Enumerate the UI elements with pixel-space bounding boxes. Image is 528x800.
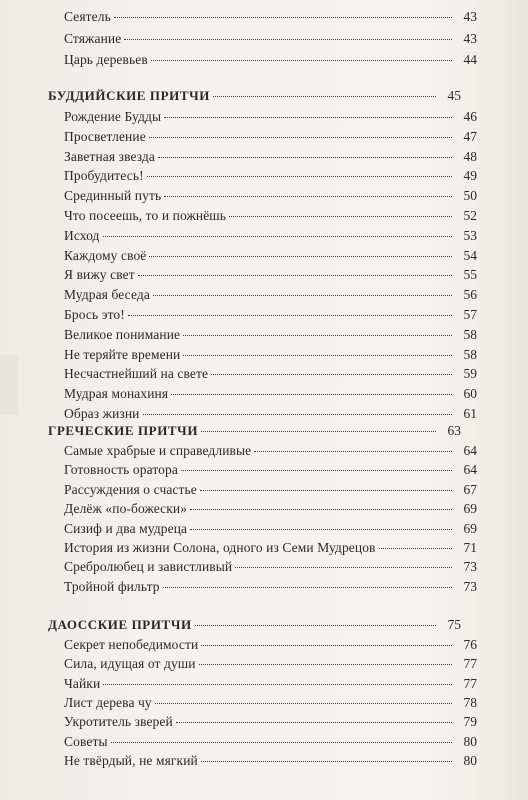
dot-leader [163,587,452,588]
page-number: 56 [463,287,477,302]
toc-entry [0,501,528,521]
entry-title: Не теряйте времени [64,347,181,362]
page-number: 80 [463,734,477,749]
page-number: 73 [463,579,477,594]
page-number: 67 [463,482,477,497]
entry-title: Рождение Будды [64,109,162,124]
toc-entry [0,540,528,560]
toc-section [0,617,528,637]
entry-title: Просветление [64,129,146,144]
page-number: 80 [463,753,477,768]
entry-title: Несчастнейший на свете [64,366,209,381]
toc-entry [0,462,528,482]
page-number: 73 [463,559,477,574]
dot-leader [190,529,452,530]
dot-leader [379,548,452,549]
entry-title: Сизиф и два мудреца [64,521,188,536]
toc-entry [0,579,528,599]
toc-entry [0,753,528,773]
page-number: 58 [463,347,477,362]
page-number: 55 [463,267,477,282]
section-heading: БУДДИЙСКИЕ ПРИТЧИ [48,88,211,103]
toc-entry [0,366,528,386]
toc-section [0,423,528,443]
toc-entry [0,188,528,208]
page-number: 50 [463,188,477,203]
entry-title: Что посеешь, то и пожнёшь [64,208,227,223]
dot-leader [200,490,452,491]
entry-title: Готовность оратора [64,462,178,477]
page-number: 76 [463,637,477,652]
dot-leader [111,742,452,743]
toc-entry [0,267,528,287]
dot-leader [147,176,452,177]
page-number: 43 [463,9,477,24]
toc-entry [0,168,528,188]
toc-entry [0,208,528,228]
toc-entry [0,347,528,367]
entry-title: Чайки [64,676,101,691]
dot-leader [229,216,452,217]
entry-title: Укротитель зверей [64,714,173,729]
page-number: 63 [447,423,461,438]
dot-leader [190,509,452,510]
page-number: 46 [463,109,477,124]
entry-title: Сеятель [64,9,111,24]
dot-leader [128,315,452,316]
toc-entry [0,228,528,248]
dot-leader [183,335,452,336]
toc-entry [0,287,528,307]
page-number: 45 [447,88,461,103]
dot-leader [254,451,452,452]
dot-leader [151,60,452,61]
page-number: 77 [463,656,477,671]
toc-entry [0,656,528,676]
entry-title: Не твёрдый, не мягкий [64,753,198,768]
dot-leader [235,567,452,568]
page-number: 48 [463,149,477,164]
page-number: 54 [463,248,477,263]
page-number: 69 [463,501,477,516]
entry-title: Делёж «по-божески» [64,501,188,516]
toc-entry [0,129,528,149]
entry-title: Самые храбрые и справедливые [64,443,252,458]
dot-leader [176,722,452,723]
toc-entry [0,443,528,463]
page-number: 59 [463,366,477,381]
entry-title: Рассуждения о счастье [64,482,197,497]
page-number: 71 [463,540,477,555]
toc-entry [0,386,528,406]
dot-leader [153,295,452,296]
toc-entry [0,109,528,129]
entry-title: Сила, идущая от души [64,656,196,671]
dot-leader [149,256,452,257]
entry-title: Лист дерева чу [64,695,152,710]
page-number: 43 [463,31,477,46]
page-number: 69 [463,521,477,536]
toc-entry [0,637,528,657]
entry-title: Пробудитесь! [64,168,144,183]
toc-entry [0,714,528,734]
dot-leader [195,625,436,626]
dot-leader [199,664,452,665]
dot-leader [149,137,452,138]
dot-leader [211,374,452,375]
section-heading: ГРЕЧЕСКИЕ ПРИТЧИ [48,423,199,438]
dot-leader [103,236,452,237]
dot-leader [181,470,452,471]
page-number: 57 [463,307,477,322]
page-number: 49 [463,168,477,183]
entry-title: Тройной фильтр [64,579,160,594]
dot-leader [138,275,452,276]
dot-leader [164,117,452,118]
dot-leader [124,39,452,40]
page-number: 47 [463,129,477,144]
toc-section [0,88,528,108]
toc-entry [0,559,528,579]
page-number: 64 [463,443,477,458]
toc-entry [0,149,528,169]
dot-leader [143,414,452,415]
entry-title: Заветная звезда [64,149,155,164]
entry-title: Стяжание [64,31,122,46]
entry-title: Срединный путь [64,188,162,203]
dot-leader [158,157,452,158]
toc-entry [0,695,528,715]
toc-entry [0,307,528,327]
entry-title: Брось это! [64,307,125,322]
dot-leader [201,645,452,646]
dot-leader [164,196,452,197]
page-number: 53 [463,228,477,243]
dot-leader [171,394,452,395]
page-number: 52 [463,208,477,223]
entry-title: Я вижу свет [64,267,135,282]
page-number: 75 [447,617,461,632]
entry-title: Сребролюбец и завистливый [64,559,233,574]
page-number: 61 [463,406,477,421]
entry-title: История из жизни Солона, одного из Семи Мудрецов [64,540,376,555]
toc-entry [0,327,528,347]
entry-title: Царь деревьев [64,52,148,67]
dot-leader [114,17,452,18]
entry-title: Секрет непобедимости [64,637,199,652]
dot-leader [103,684,452,685]
entry-title: Образ жизни [64,406,140,421]
entry-title: Великое понимание [64,327,181,342]
entry-title: Каждому своё [64,248,147,263]
toc-entry [0,9,528,29]
page-number: 58 [463,327,477,342]
toc-entry [0,521,528,541]
entry-title: Мудрая беседа [64,287,150,302]
toc-entry [0,734,528,754]
page-number: 64 [463,462,477,477]
page-number: 77 [463,676,477,691]
dot-leader [155,703,452,704]
section-heading: ДАОССКИЕ ПРИТЧИ [48,617,192,632]
entry-title: Мудрая монахиня [64,386,169,401]
toc-entry [0,676,528,696]
toc-entry [0,52,528,72]
page-number: 78 [463,695,477,710]
dot-leader [213,96,436,97]
page-number: 79 [463,714,477,729]
dot-leader [183,355,452,356]
dot-leader [201,761,452,762]
page-number: 44 [463,52,477,67]
toc-entry [0,482,528,502]
toc-entry [0,248,528,268]
page-number: 60 [463,386,477,401]
entry-title: Советы [64,734,108,749]
dot-leader [201,431,436,432]
entry-title: Исход [64,228,100,243]
toc-entry [0,31,528,51]
